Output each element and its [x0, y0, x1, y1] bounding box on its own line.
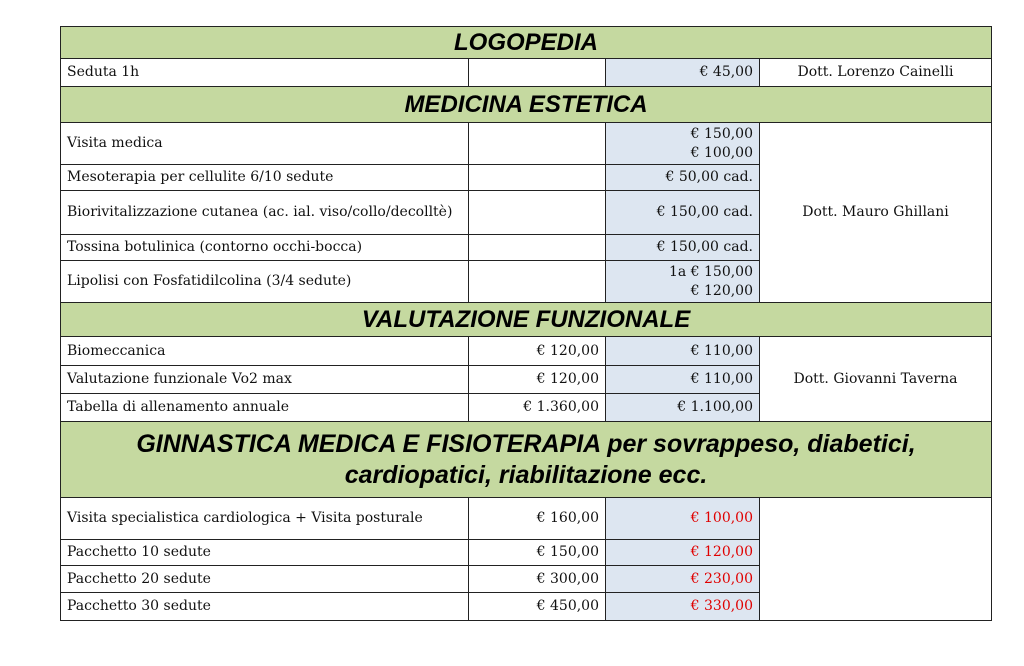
discount-price-cell: € 1.100,00: [606, 394, 760, 422]
price-list-table: [60, 26, 992, 621]
discount-price-cell: [606, 261, 760, 303]
section-title-line: GINNASTICA MEDICA E FISIOTERAPIA per sovrappeso, diabetici,: [136, 429, 916, 458]
service-label: Biorivitalizzazione cutanea (ac. ial. viso/collo/decolltè): [61, 191, 469, 235]
doctor-name: Dott. Giovanni Taverna: [760, 337, 992, 422]
price-cell: € 300,00: [469, 566, 606, 593]
discount-price-cell: € 100,00: [606, 498, 760, 540]
section-title-line: cardiopatici, riabilitazione ecc.: [344, 460, 708, 489]
section-header-row: [61, 27, 992, 59]
discount-price-line: € 150,00: [690, 125, 753, 142]
price-cell: [469, 191, 606, 235]
section-header-row: [61, 422, 992, 498]
section-header-row: [61, 303, 992, 337]
price-cell: [469, 165, 606, 191]
discount-price-cell: € 45,00: [606, 59, 760, 87]
price-cell: € 120,00: [469, 337, 606, 366]
service-label: Tabella di allenamento annuale: [61, 394, 469, 422]
discount-price-cell: € 150,00 cad.: [606, 235, 760, 261]
section-title-ginnastica: [61, 422, 992, 498]
doctor-name: [760, 498, 992, 621]
price-cell: [469, 235, 606, 261]
discount-price-cell: [606, 123, 760, 165]
section-title-valutazione-funzionale: VALUTAZIONE FUNZIONALE: [61, 303, 992, 337]
discount-price-cell: € 330,00: [606, 593, 760, 621]
service-label: Biomeccanica: [61, 337, 469, 366]
price-cell: [469, 59, 606, 87]
price-cell: € 160,00: [469, 498, 606, 540]
price-cell: € 450,00: [469, 593, 606, 621]
section-title-logopedia: LOGOPEDIA: [61, 27, 992, 59]
table-row: [61, 59, 992, 87]
discount-price-cell: € 110,00: [606, 337, 760, 366]
price-cell: [469, 123, 606, 165]
service-label: Seduta 1h: [61, 59, 469, 87]
price-cell: € 120,00: [469, 366, 606, 394]
service-label: Tossina botulinica (contorno occhi-bocca): [61, 235, 469, 261]
service-label: Valutazione funzionale Vo2 max: [61, 366, 469, 394]
discount-price-cell: € 110,00: [606, 366, 760, 394]
service-label: Mesoterapia per cellulite 6/10 sedute: [61, 165, 469, 191]
service-label: Visita specialistica cardiologica + Visita posturale: [61, 498, 469, 540]
discount-price-cell: € 120,00: [606, 540, 760, 566]
service-label: Pacchetto 30 sedute: [61, 593, 469, 621]
price-cell: € 1.360,00: [469, 394, 606, 422]
table-row: [61, 498, 992, 540]
discount-price-cell: € 50,00 cad.: [606, 165, 760, 191]
discount-price-line: € 120,00: [690, 282, 753, 299]
service-label: Pacchetto 20 sedute: [61, 566, 469, 593]
price-cell: [469, 261, 606, 303]
discount-price-line: 1a € 150,00: [668, 263, 753, 280]
doctor-name: Dott. Mauro Ghillani: [760, 123, 992, 303]
table-row: [61, 337, 992, 366]
discount-price-cell: € 230,00: [606, 566, 760, 593]
service-label: Visita medica: [61, 123, 469, 165]
price-cell: € 150,00: [469, 540, 606, 566]
discount-price-line: € 100,00: [690, 144, 753, 161]
service-label: Pacchetto 10 sedute: [61, 540, 469, 566]
service-label: Lipolisi con Fosfatidilcolina (3/4 sedute): [61, 261, 469, 303]
table-row: [61, 123, 992, 165]
doctor-name: Dott. Lorenzo Cainelli: [760, 59, 992, 87]
discount-price-cell: € 150,00 cad.: [606, 191, 760, 235]
section-header-row: [61, 87, 992, 123]
section-title-medicina-estetica: MEDICINA ESTETICA: [61, 87, 992, 123]
